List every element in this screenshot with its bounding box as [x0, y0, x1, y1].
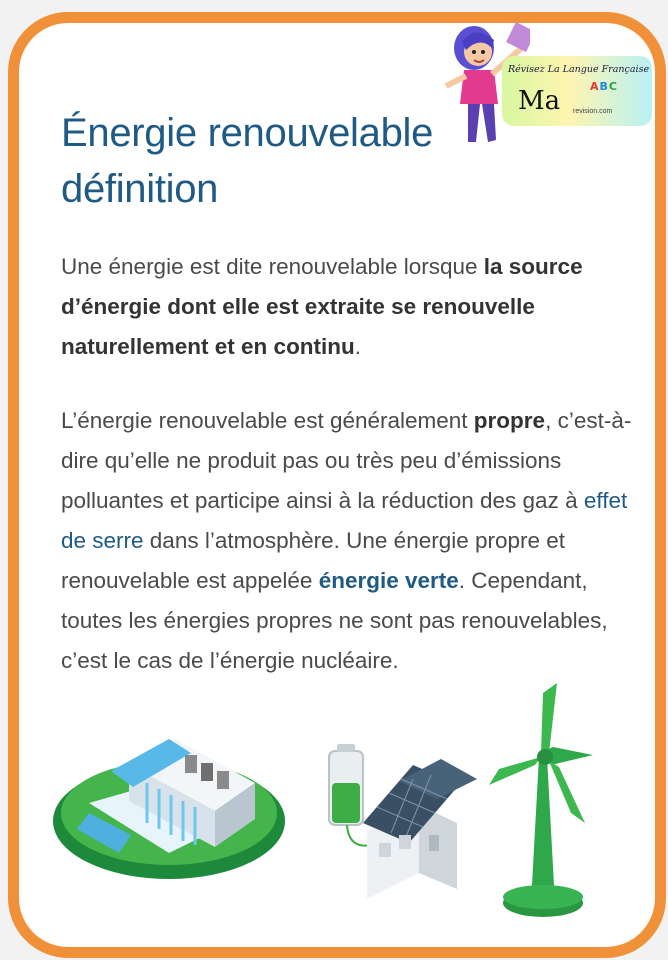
- renewable-energy-illustrations: [19, 23, 655, 947]
- p2-bold-propre: propre: [473, 408, 546, 433]
- logo-slogan: Révisez La Langue Française: [508, 64, 650, 75]
- p1-text-before: Une énergie est dite renouvelable lorsque: [61, 254, 484, 279]
- p1-bold-text: la source d’énergie dont elle est extraite se renouvelle naturellement et en continu: [61, 254, 583, 359]
- logo-abc: [590, 80, 618, 93]
- wind-turbine-icon: [489, 683, 593, 917]
- title-line-2: définition: [61, 167, 219, 211]
- title-line-1: Énergie renouvelable: [61, 111, 434, 155]
- p2-text-3: dans l’atmosphère. Une énergie propre et renouvelable est appelée: [61, 528, 566, 593]
- logo-letter-c: C: [608, 80, 618, 93]
- p2-text-2: , c’est-à-dire qu’elle ne produit pas ou très peu d’émissions polluantes et participe ainsi à la réduction des gaz à: [61, 408, 632, 513]
- solar-house-battery-icon: [329, 744, 477, 899]
- p1-text-after: .: [354, 334, 362, 359]
- logo-url: revision.com: [573, 108, 613, 115]
- p2-text-4: . Cependant, toutes les énergies propres ne sont pas renouvelables, c’est le cas de l’énergie nucléaire.: [61, 568, 608, 673]
- p2-text-1: L’énergie renouvelable est généralement: [61, 408, 474, 433]
- logo-letter-b: B: [599, 80, 609, 93]
- hydroelectric-dam-icon: [53, 739, 285, 879]
- content-card: [8, 12, 666, 958]
- site-logo[interactable]: [440, 12, 660, 152]
- logo-letter-a: A: [590, 80, 600, 93]
- effet-de-serre-link[interactable]: effet de serre: [61, 488, 628, 553]
- logo-brand: Ma: [518, 86, 561, 116]
- energie-verte-link[interactable]: énergie verte: [318, 568, 459, 593]
